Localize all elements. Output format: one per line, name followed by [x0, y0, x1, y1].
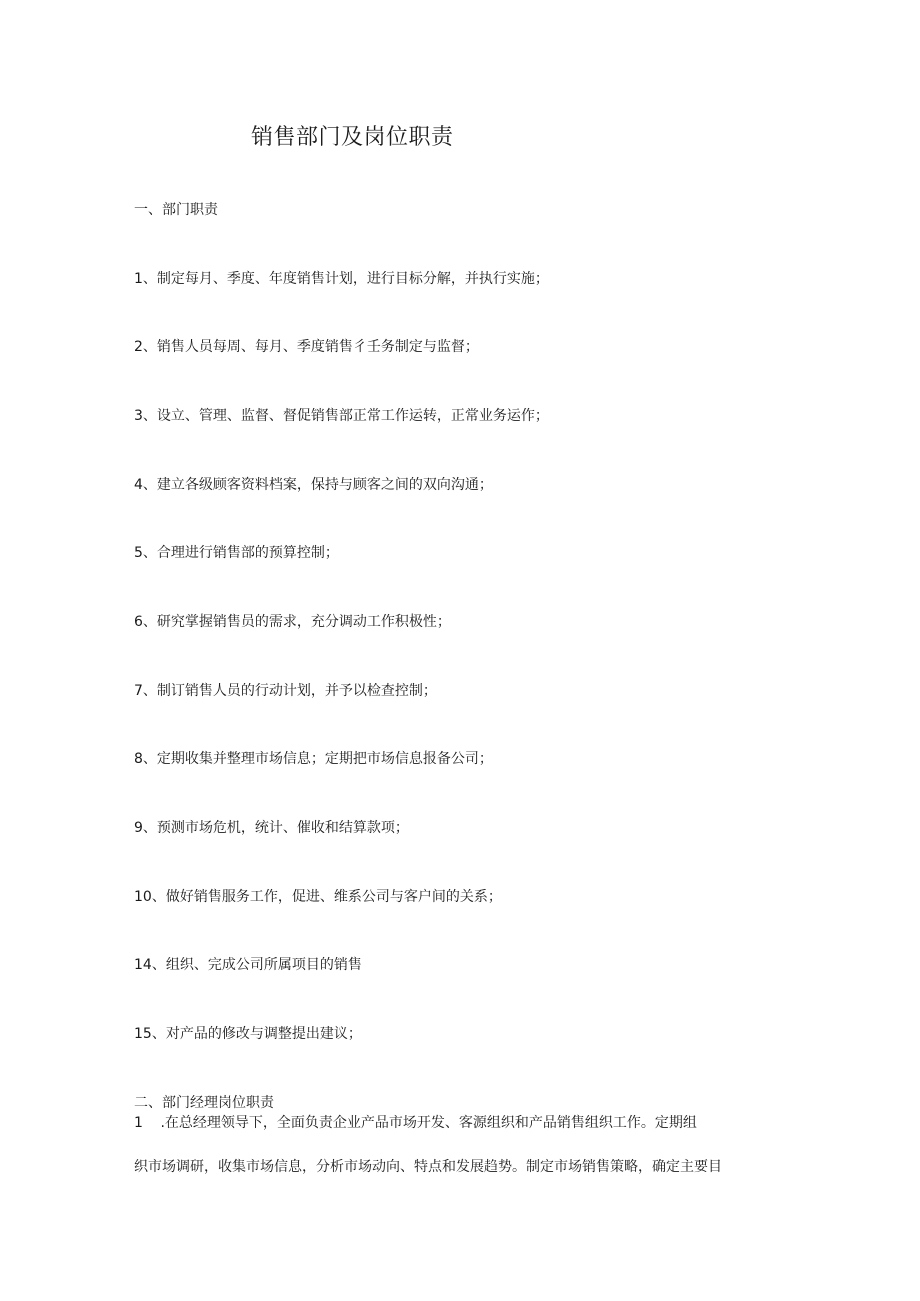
- list-item: 9、预测市场危机，统计、催收和结算款项；: [134, 820, 409, 836]
- item-text: .在总经理领导下，全面负责企业产品市场开发、客源组织和产品销售组织工作。定期组: [160, 1115, 697, 1131]
- list-item: 2、销售人员每周、每月、季度销售彳壬务制定与监督；: [134, 339, 479, 355]
- section-heading: 一、部门职责: [134, 202, 218, 218]
- list-item: 3、设立、管理、监督、督促销售部正常工作运转，正常业务运作；: [134, 408, 549, 424]
- list-item: 1、制定每月、季度、年度销售计划，进行目标分解，并执行实施；: [134, 271, 549, 287]
- section-heading: 二、部门经理岗位职责: [134, 1095, 274, 1111]
- document-title: 销售部门及岗位职责: [251, 125, 454, 150]
- list-item: 15、对产品的修改与调整提出建议；: [134, 1026, 362, 1042]
- item-number: 1: [134, 1115, 143, 1131]
- list-item: 14、组织、完成公司所属项目的销售: [134, 957, 362, 973]
- list-item: 5、合理进行销售部的预算控制；: [134, 545, 339, 561]
- list-item: 8、定期收集并整理市场信息；定期把市场信息报备公司；: [134, 751, 493, 767]
- paragraph-line: 织市场调研，收集市场信息，分析市场动向、特点和发展趋势。制定市场销售策略，确定主要目: [134, 1159, 722, 1175]
- list-item: 10、做好销售服务工作，促进、维系公司与客户间的关系；: [134, 889, 502, 905]
- list-item: 7、制订销售人员的行动计划，并予以检查控制；: [134, 683, 437, 699]
- list-item: 6、研究掌握销售员的需求，充分调动工作积极性；: [134, 614, 451, 630]
- list-item: 4、建立各级顾客资料档案，保持与顾客之间的双向沟通；: [134, 477, 493, 493]
- paragraph-line: [134, 1113, 697, 1133]
